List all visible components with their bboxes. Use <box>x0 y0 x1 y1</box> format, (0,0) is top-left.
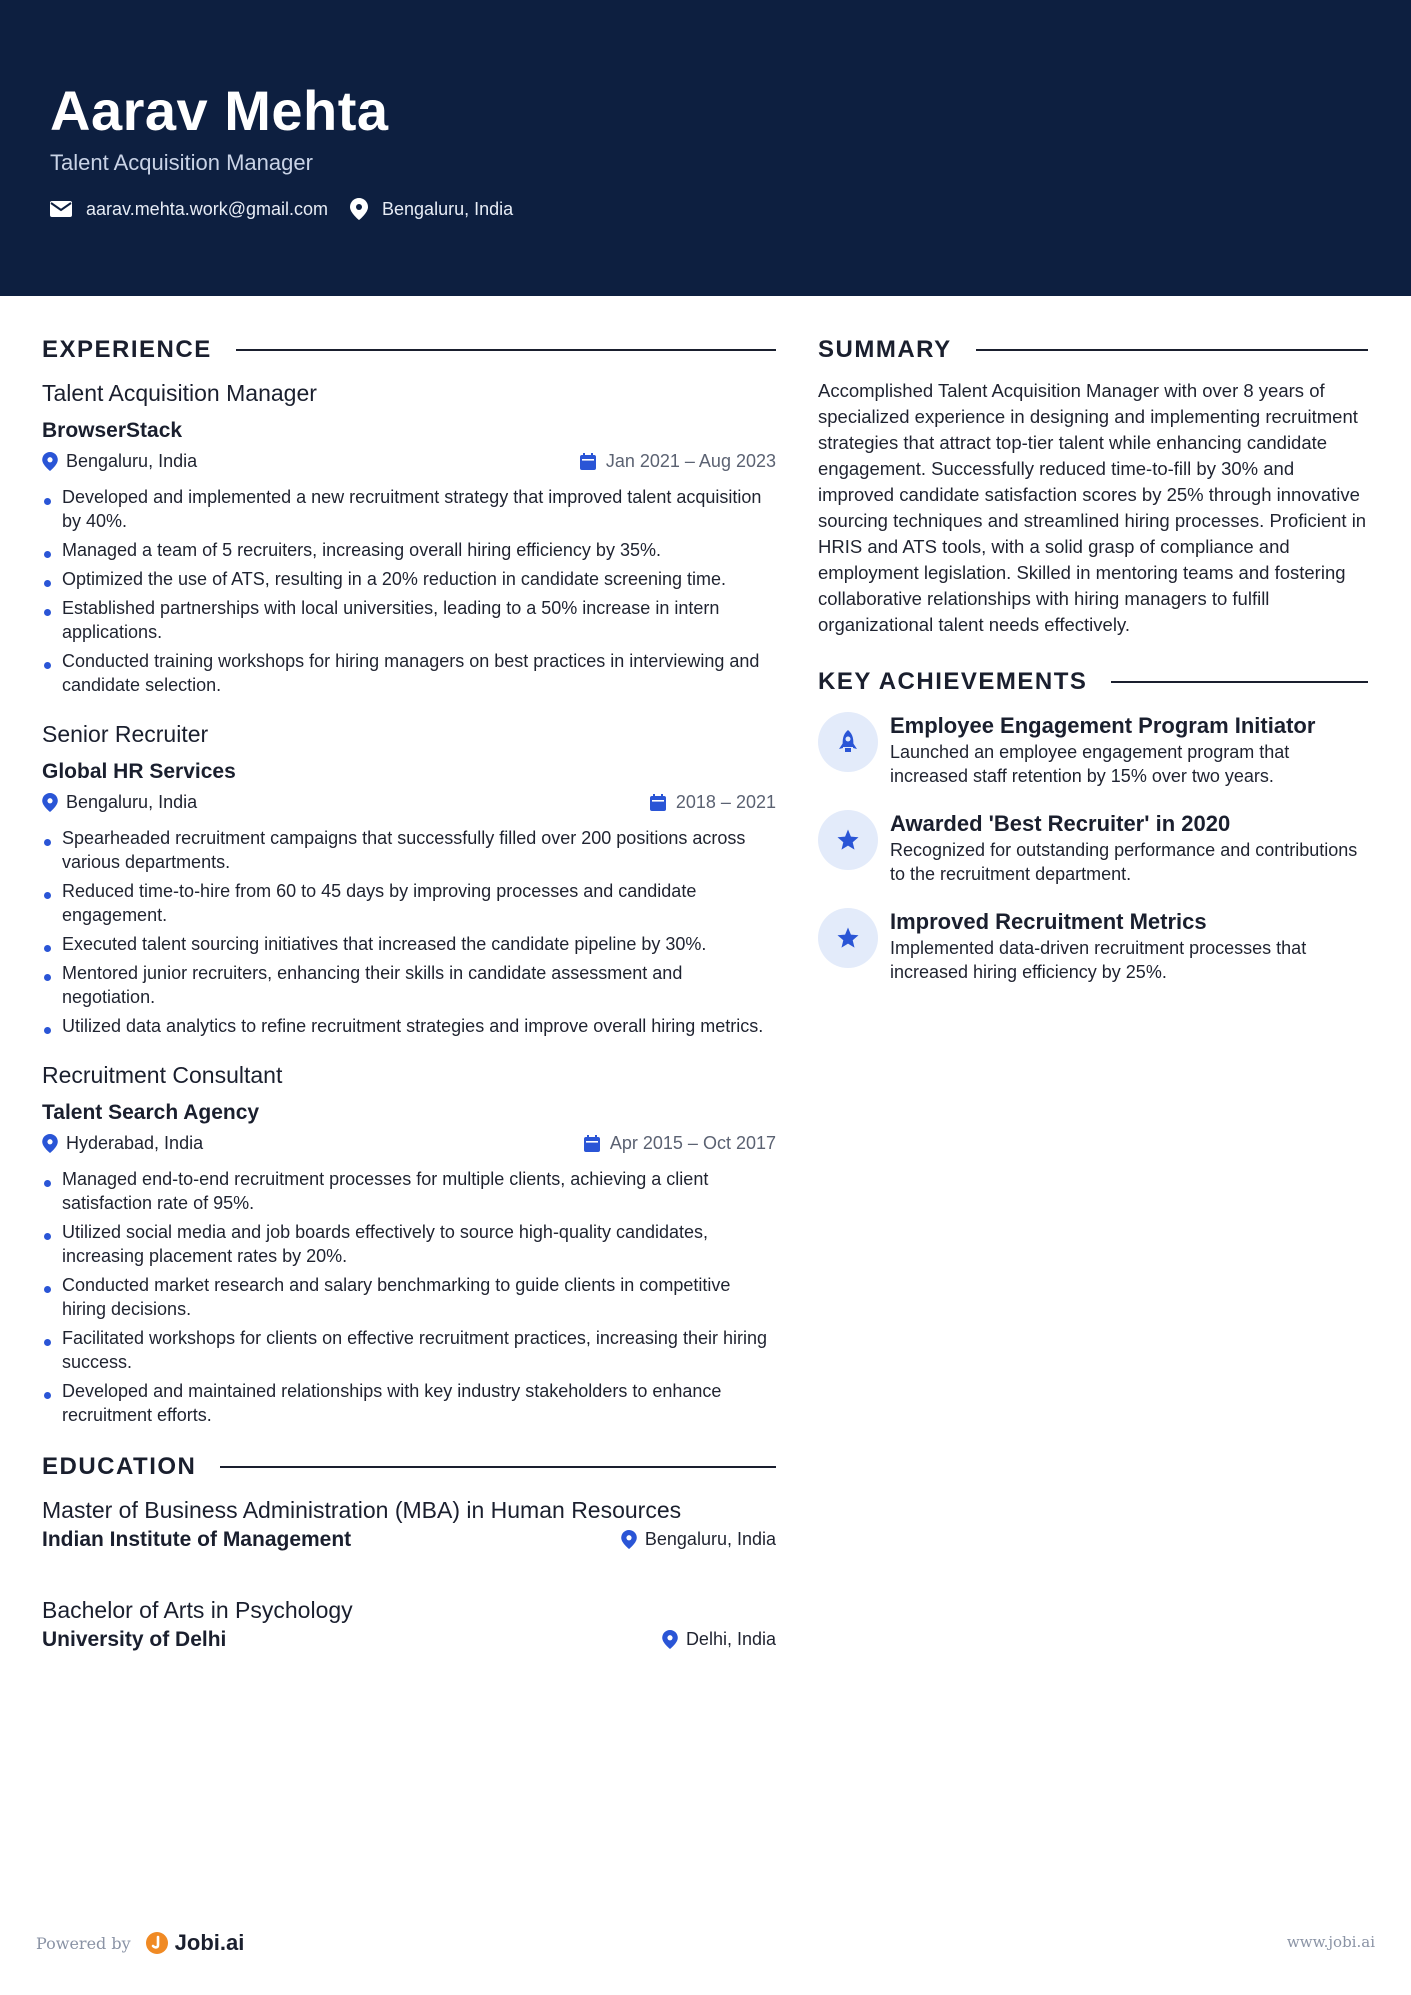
achievement-body <box>890 908 1368 984</box>
bullet-item: Utilized data analytics to refine recruitment strategies and improve overall hiring metrics. <box>42 1014 776 1038</box>
education-location <box>621 1529 776 1550</box>
heading-rule <box>1111 681 1368 683</box>
achievements-section <box>818 668 1368 984</box>
location-pin-icon <box>350 198 368 220</box>
candidate-title: Talent Acquisition Manager <box>50 150 313 175</box>
jobi-logo-icon <box>145 1931 169 1955</box>
calendar-icon <box>584 1135 600 1152</box>
powered-by-text: Powered by <box>36 1933 131 1953</box>
job-bullets <box>42 826 776 1038</box>
education-location-text: Delhi, India <box>685 1629 776 1649</box>
achievement-body <box>890 712 1368 788</box>
bullet-item: Spearheaded recruitment campaigns that successfully filled over 200 positions across various departments. <box>42 826 776 874</box>
candidate-name: Aarav Mehta <box>50 79 389 142</box>
job-meta <box>42 449 776 473</box>
mail-icon <box>50 201 72 217</box>
job-location <box>42 1131 203 1155</box>
job-location <box>42 449 197 473</box>
achievement-icon-badge <box>818 810 878 870</box>
bullet-item: Reduced time-to-hire from 60 to 45 days by improving processes and candidate engagement. <box>42 879 776 927</box>
achievement-title: Employee Engagement Program Initiator <box>890 713 1316 738</box>
brand-text: Jobi.ai <box>174 1930 245 1955</box>
job-bullets <box>42 1167 776 1427</box>
job-entry <box>42 719 776 1038</box>
bullet-item: Optimized the use of ATS, resulting in a 20% reduction in candidate screening time. <box>42 567 776 591</box>
location-pin-icon <box>621 1530 637 1549</box>
job-dates <box>650 790 776 814</box>
achievement-item <box>818 908 1368 984</box>
bullet-item: Managed end-to-end recruitment processes for multiple clients, achieving a client satisfaction rate of 95%. <box>42 1167 776 1215</box>
education-entry <box>42 1495 776 1555</box>
achievement-description: Implemented data-driven recruitment processes that increased hiring efficiency by 25%. <box>890 938 1307 982</box>
right-column <box>818 336 1368 984</box>
education-section <box>42 1453 776 1655</box>
job-bullets <box>42 485 776 697</box>
achievement-item <box>818 712 1368 788</box>
company-name: Talent Search Agency <box>42 1101 260 1124</box>
achievements-heading <box>818 668 1368 696</box>
location-text: Bengaluru, India <box>382 198 514 219</box>
job-location-text: Bengaluru, India <box>66 792 198 812</box>
bullet-item: Established partnerships with local universities, leading to a 50% increase in intern applications. <box>42 596 776 644</box>
achievement-description: Launched an employee engagement program that increased staff retention by 15% over two years. <box>890 742 1290 786</box>
bullet-item: Developed and maintained relationships with key industry stakeholders to enhance recruitment efforts. <box>42 1379 776 1427</box>
location-pin-icon <box>42 793 58 812</box>
education-heading <box>42 1453 776 1481</box>
job-dates-text: Jan 2021 – Aug 2023 <box>605 451 776 471</box>
education-location <box>662 1629 776 1650</box>
experience-heading-text: EXPERIENCE <box>42 336 212 363</box>
job-location-text: Hyderabad, India <box>66 1133 204 1153</box>
degree: Bachelor of Arts in Psychology <box>42 1597 353 1623</box>
calendar-icon <box>650 794 666 811</box>
footer-powered <box>36 1930 244 1956</box>
heading-rule <box>220 1466 776 1468</box>
calendar-icon <box>580 453 596 470</box>
bullet-item: Utilized social media and job boards effectively to source high-quality candidates, increasing placement rates by 20%. <box>42 1220 776 1268</box>
achievements-heading-text: KEY ACHIEVEMENTS <box>818 668 1088 695</box>
bullet-item: Executed talent sourcing initiatives that increased the candidate pipeline by 30%. <box>42 932 776 956</box>
experience-heading <box>42 336 776 364</box>
summary-heading <box>818 336 1368 364</box>
bullet-item: Conducted market research and salary benchmarking to guide clients in competitive hiring decisions. <box>42 1273 776 1321</box>
summary-text: Accomplished Talent Acquisition Manager with over 8 years of specialized experience in designing and implementing recruitment strategies that attract top-tier talent while enhancing candidate engagement. Successfully reduced time-to-fill by 30% and improved candidate satisfaction scores by 25% through innovative sourcing techniques and streamlined hiring processes. Proficient in HRIS and ATS tools, with a solid grasp of compliance and employment legislation. Skilled in mentoring teams and fostering collaborative relationships with hiring managers to fulfill organizational talent needs effectively. <box>818 380 1367 635</box>
location-pin-icon <box>662 1630 678 1649</box>
achievement-title: Improved Recruitment Metrics <box>890 909 1207 934</box>
job-title: Talent Acquisition Manager <box>42 380 317 406</box>
heading-rule <box>236 349 776 351</box>
education-location-text: Bengaluru, India <box>644 1529 776 1549</box>
summary-heading-text: SUMMARY <box>818 336 952 363</box>
job-location-text: Bengaluru, India <box>66 451 198 471</box>
bullet-item: Developed and implemented a new recruitment strategy that improved talent acquisition by 40%. <box>42 485 776 533</box>
location-pin-icon <box>42 452 58 471</box>
star-icon <box>836 926 860 950</box>
company-name: BrowserStack <box>42 419 183 442</box>
job-title: Senior Recruiter <box>42 721 209 747</box>
left-column <box>42 336 776 1655</box>
achievement-icon-badge <box>818 712 878 772</box>
achievement-body <box>890 810 1368 886</box>
footer-website[interactable]: www.jobi.ai <box>1286 1933 1375 1951</box>
contact-row <box>50 198 535 220</box>
bullet-item: Conducted training workshops for hiring managers on best practices in interviewing and candidate selection. <box>42 649 776 697</box>
job-dates <box>584 1131 776 1155</box>
bullet-item: Mentored junior recruiters, enhancing their skills in candidate assessment and negotiation. <box>42 961 776 1009</box>
rocket-icon <box>837 729 859 755</box>
heading-rule <box>976 349 1368 351</box>
contact-email[interactable] <box>50 199 328 220</box>
job-entry <box>42 1060 776 1427</box>
school-name: University of Delhi <box>42 1628 227 1651</box>
location-pin-icon <box>42 1134 58 1153</box>
achievement-description: Recognized for outstanding performance and contributions to the recruitment department. <box>890 840 1358 884</box>
education-heading-text: EDUCATION <box>42 1453 197 1480</box>
school-name: Indian Institute of Management <box>42 1528 352 1551</box>
achievement-title: Awarded 'Best Recruiter' in 2020 <box>890 811 1231 836</box>
star-icon <box>836 828 860 852</box>
job-meta <box>42 790 776 814</box>
job-dates-text: Apr 2015 – Oct 2017 <box>609 1133 776 1153</box>
degree: Master of Business Administration (MBA) in Human Resources <box>42 1497 682 1523</box>
bullet-item: Managed a team of 5 recruiters, increasing overall hiring efficiency by 35%. <box>42 538 776 562</box>
job-meta <box>42 1131 776 1155</box>
job-location <box>42 790 197 814</box>
achievement-item <box>818 810 1368 886</box>
job-dates <box>580 449 776 473</box>
company-name: Global HR Services <box>42 760 236 783</box>
job-title: Recruitment Consultant <box>42 1062 283 1088</box>
bullet-item: Facilitated workshops for clients on effective recruitment practices, increasing their hiring success. <box>42 1326 776 1374</box>
brand-logo[interactable] <box>145 1930 245 1956</box>
contact-location <box>350 198 513 220</box>
achievement-icon-badge <box>818 908 878 968</box>
resume-header <box>0 0 1411 296</box>
email-text: aarav.mehta.work@gmail.com <box>86 198 329 219</box>
job-dates-text: 2018 – 2021 <box>675 792 776 812</box>
education-entry <box>42 1595 776 1655</box>
job-entry <box>42 378 776 697</box>
